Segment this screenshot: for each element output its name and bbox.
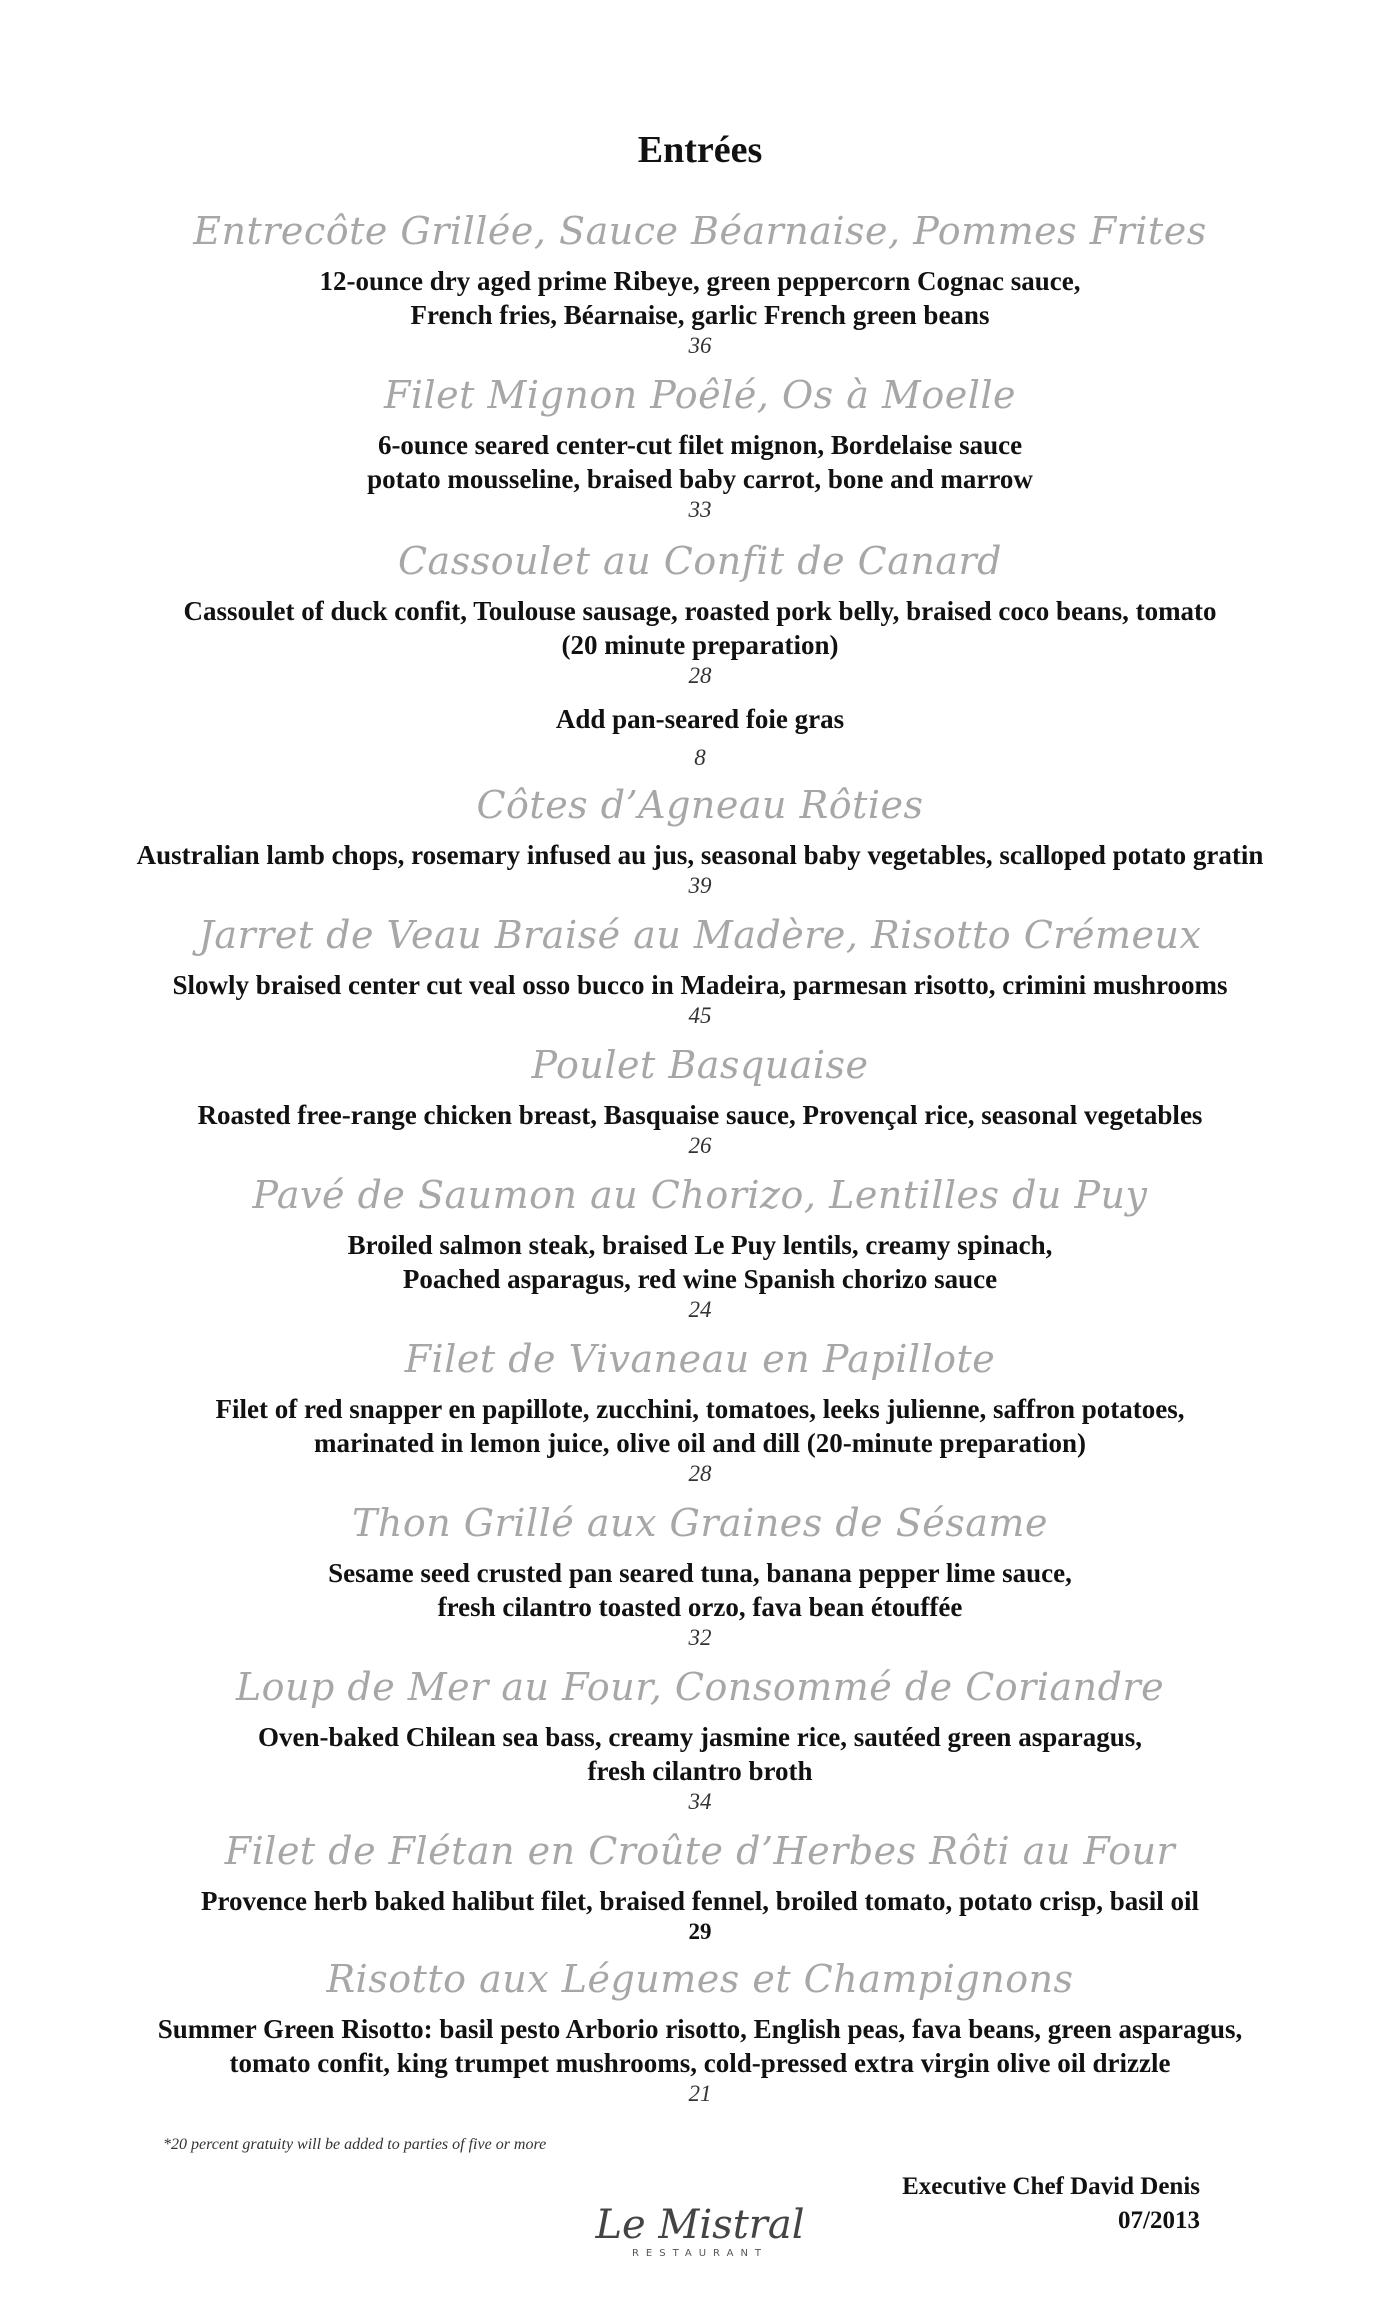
item-price: 33	[688, 497, 712, 522]
item-desc-line2: potato mousseline, braised baby carrot, bone and marrow	[367, 464, 1033, 494]
item-desc-line2: (20 minute preparation)	[561, 630, 839, 660]
item-price: 36	[688, 333, 712, 358]
item-price: 45	[688, 1003, 712, 1028]
item-price: 28	[688, 663, 712, 688]
item-price: 39	[688, 873, 712, 898]
restaurant-logo	[0, 2202, 1400, 2260]
logo-subtitle: RESTAURANT	[631, 2248, 769, 2259]
item-name-loup-de-mer: Loup de Mer au Four, Consommé de Coriandre	[235, 1665, 1165, 1709]
item-desc-line1: 6-ounce seared center-cut filet mignon, Bordelaise sauce	[377, 430, 1023, 460]
item-desc-line1: Cassoulet of duck confit, Toulouse sausage, roasted pork belly, braised coco beans, tomato	[183, 596, 1217, 626]
addon-label: Add pan-seared foie gras	[555, 704, 845, 734]
item-price: 26	[688, 1133, 712, 1158]
item-name-filet-fletan: Filet de Flétan en Croûte d’Herbes Rôti au Four	[224, 1829, 1176, 1873]
item-desc-line1: Slowly braised center cut veal osso bucco in Madeira, parmesan risotto, crimini mushrooms	[172, 970, 1228, 1000]
item-price: 28	[688, 1461, 712, 1486]
chef-title: Executive Chef David Denis	[902, 2173, 1200, 2200]
item-desc-line2: Poached asparagus, red wine Spanish chorizo sauce	[402, 1264, 998, 1294]
item-desc-line1: Sesame seed crusted pan seared tuna, banana pepper lime sauce,	[328, 1558, 1072, 1588]
menu-date: 07/2013	[1118, 2207, 1200, 2234]
item-desc-line1: Roasted free-range chicken breast, Basquaise sauce, Provençal rice, seasonal vegetables	[197, 1100, 1203, 1130]
item-desc-line2: fresh cilantro toasted orzo, fava bean étouffée	[437, 1592, 963, 1622]
item-name-filet-mignon: Filet Mignon Poêlé, Os à Moelle	[383, 373, 1017, 417]
gratuity-note: *20 percent gratuity will be added to parties of five or more	[163, 2136, 547, 2153]
item-desc-line2: marinated in lemon juice, olive oil and dill (20-minute preparation)	[314, 1428, 1086, 1458]
item-name-pave-saumon: Pavé de Saumon au Chorizo, Lentilles du Puy	[252, 1173, 1148, 1217]
item-desc-line2: tomato confit, king trumpet mushrooms, cold-pressed extra virgin olive oil drizzle	[229, 2048, 1171, 2078]
item-desc-line2: fresh cilantro broth	[587, 1756, 813, 1786]
item-name-cassoulet: Cassoulet au Confit de Canard	[397, 539, 1003, 583]
item-price: 32	[688, 1625, 712, 1650]
item-desc-line2: French fries, Béarnaise, garlic French green beans	[410, 300, 990, 330]
item-price: 21	[688, 2081, 712, 2106]
item-price: 34	[688, 1789, 712, 1814]
item-name-poulet-basquaise: Poulet Basquaise	[531, 1043, 869, 1087]
item-desc-line1: 12-ounce dry aged prime Ribeye, green peppercorn Cognac sauce,	[319, 266, 1081, 296]
item-desc-line1: Australian lamb chops, rosemary infused au jus, seasonal baby vegetables, scalloped potato gratin	[136, 840, 1264, 870]
item-name-filet-vivaneau: Filet de Vivaneau en Papillote	[404, 1337, 996, 1381]
item-name-cotes-agneau: Côtes d’Agneau Rôties	[476, 783, 924, 827]
item-price: 24	[688, 1297, 712, 1322]
item-name-thon-grille: Thon Grillé aux Graines de Sésame	[352, 1501, 1048, 1545]
item-name-risotto: Risotto aux Légumes et Champignons	[326, 1957, 1074, 2001]
addon-price: 8	[694, 745, 706, 770]
item-desc-line1: Summer Green Risotto: basil pesto Arborio risotto, English peas, fava beans, green asparagus,	[157, 2014, 1243, 2044]
item-desc-line1: Filet of red snapper en papillote, zucchini, tomatoes, leeks julienne, saffron potatoes,	[215, 1394, 1185, 1424]
item-name-entrecote: Entrecôte Grillée, Sauce Béarnaise, Pommes Frites	[193, 209, 1207, 253]
logo-name: Le Mistral	[595, 2202, 805, 2248]
item-desc-line1: Oven-baked Chilean sea bass, creamy jasmine rice, sautéed green asparagus,	[258, 1722, 1142, 1752]
item-price: 29	[688, 1919, 712, 1944]
item-desc-line1: Provence herb baked halibut filet, braised fennel, broiled tomato, potato crisp, basil oil	[200, 1886, 1199, 1916]
section-heading: Entrées	[637, 129, 763, 171]
item-desc-line1: Broiled salmon steak, braised Le Puy lentils, creamy spinach,	[347, 1230, 1053, 1260]
item-name-jarret-veau: Jarret de Veau Braisé au Madère, Risotto Crémeux	[198, 913, 1202, 957]
